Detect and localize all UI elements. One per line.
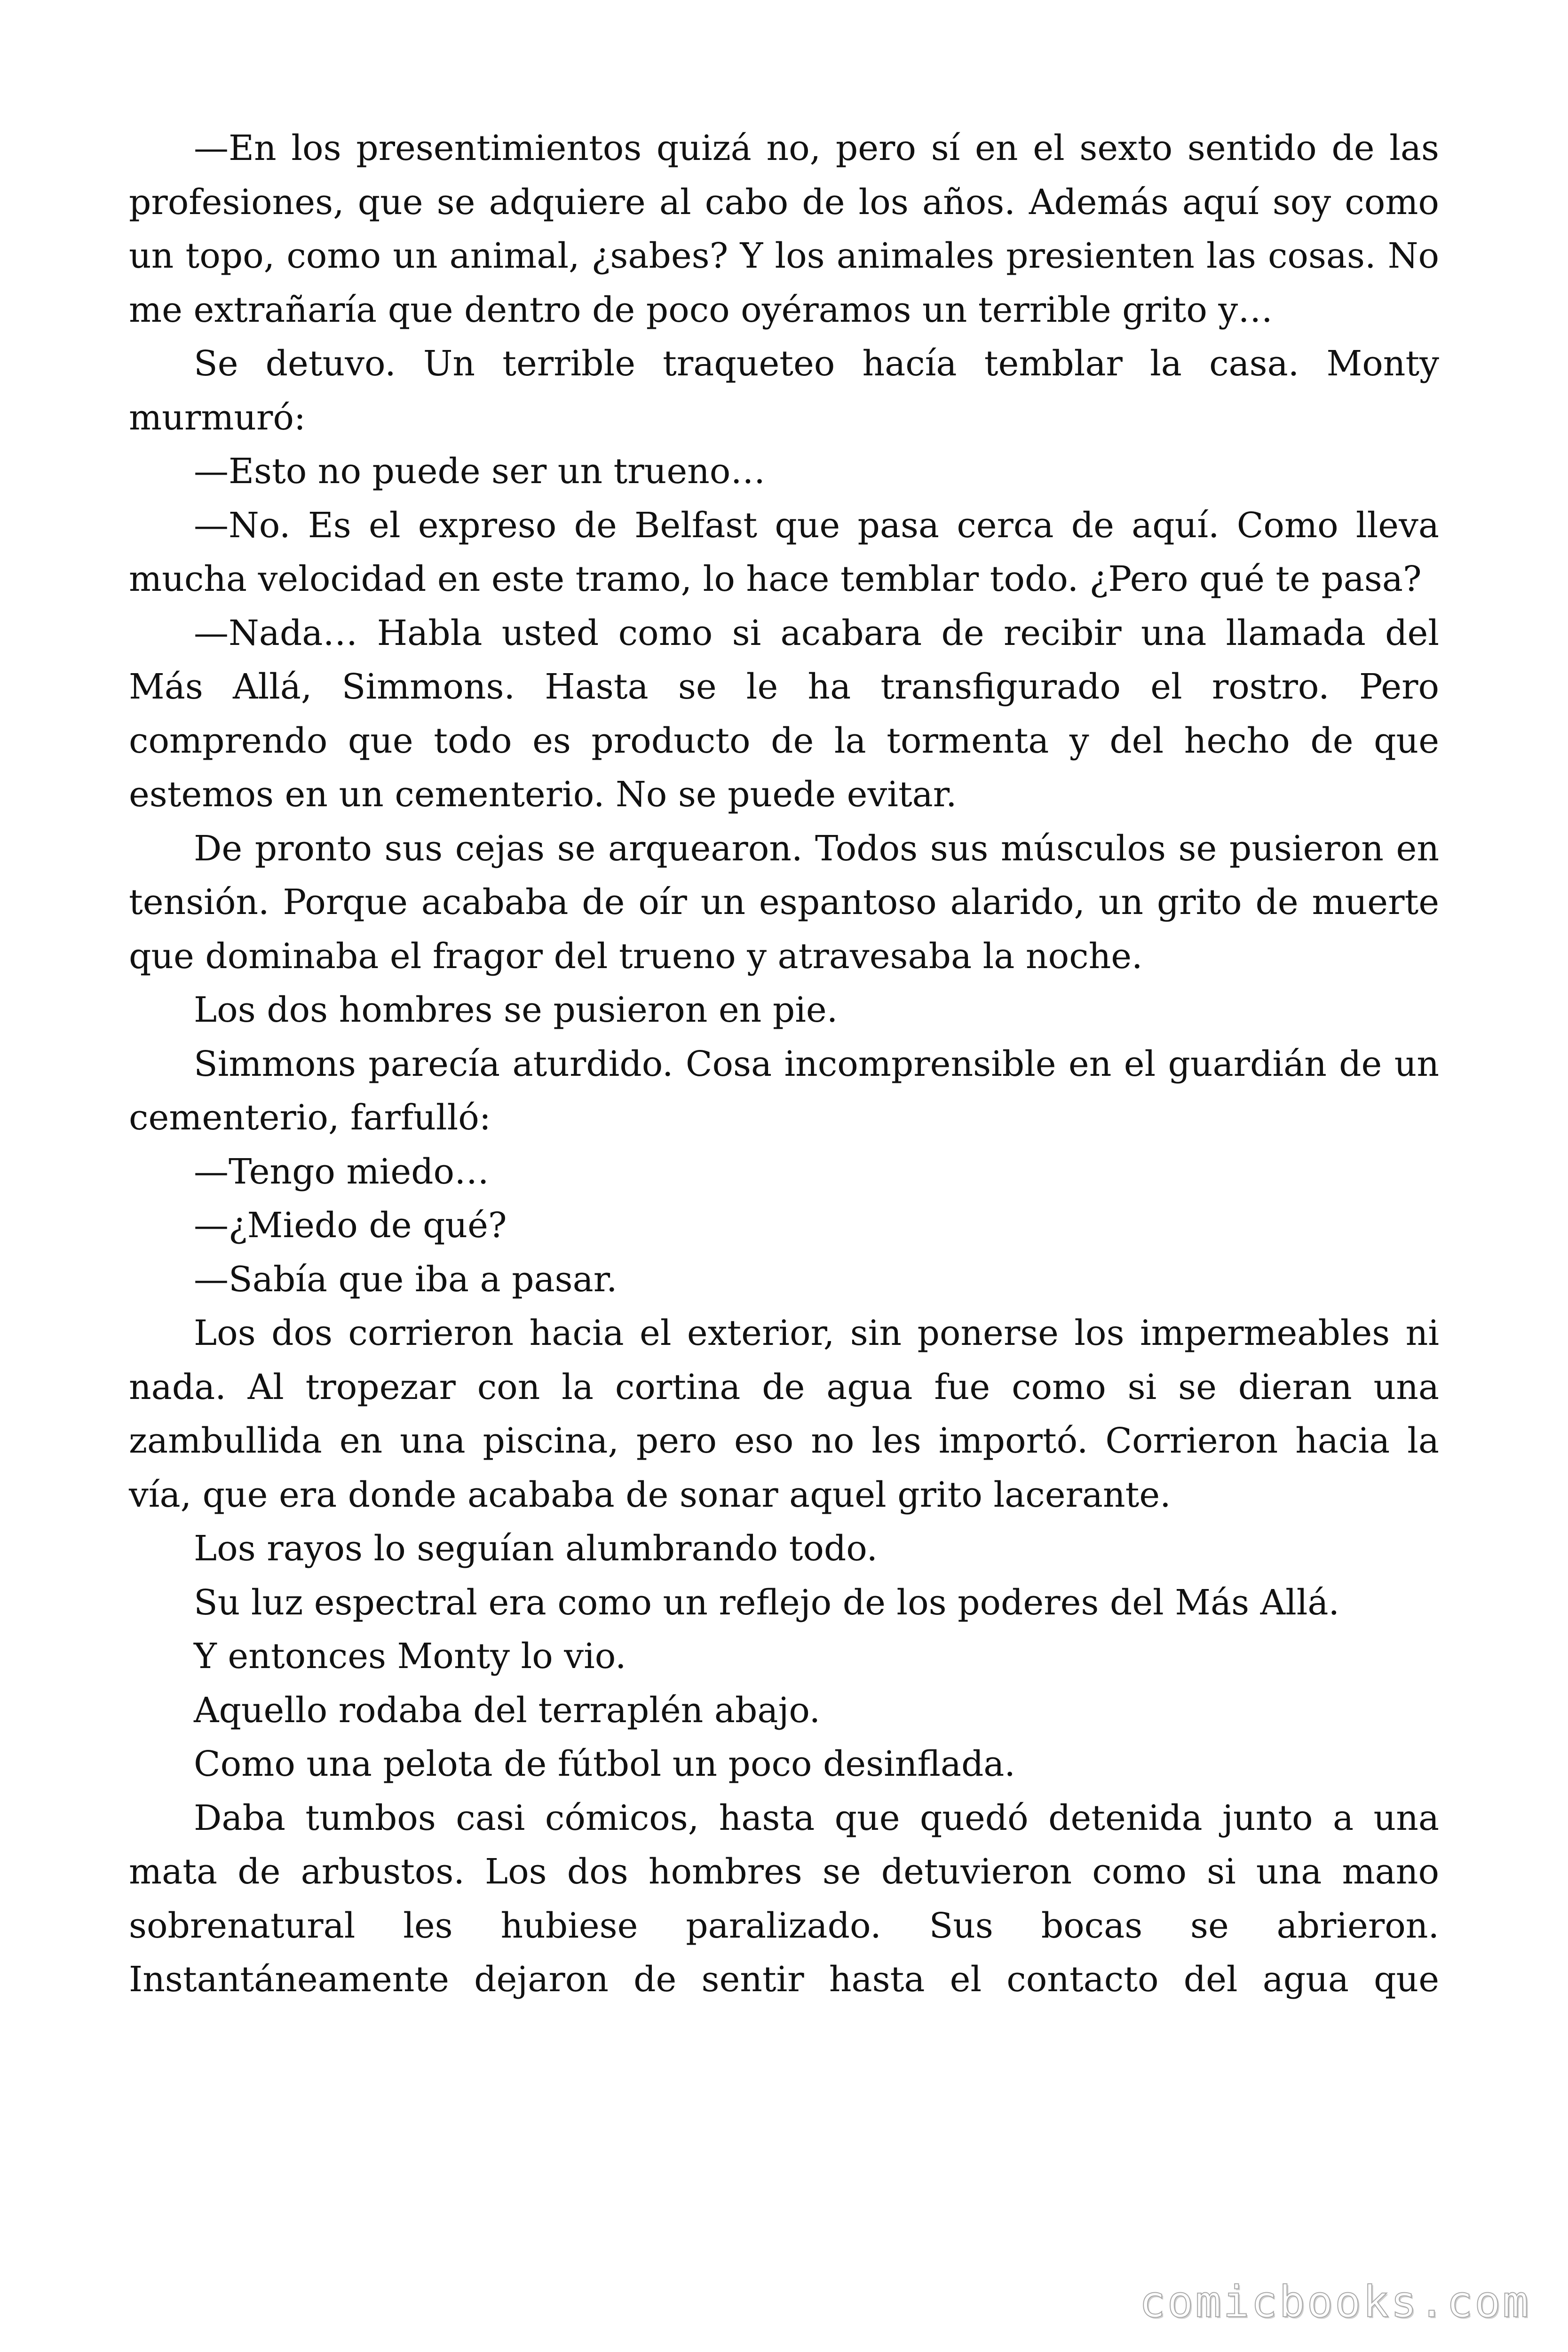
paragraph: —Esto no puede ser un trueno… bbox=[194, 451, 766, 492]
paragraph: Su luz espectral era como un reflejo de los poderes del Más Allá. bbox=[194, 1582, 1340, 1623]
paragraph: Aquello rodaba del terraplén abajo. bbox=[194, 1690, 821, 1731]
paragraph: Y entonces Monty lo vio. bbox=[194, 1636, 626, 1677]
paragraph: Como una pelota de fútbol un poco desinflada. bbox=[194, 1744, 1015, 1784]
paragraph: Los dos hombres se pusieron en pie. bbox=[194, 990, 838, 1030]
paragraph: Los rayos lo seguían alumbrando todo. bbox=[194, 1528, 878, 1569]
body-text bbox=[129, 121, 1439, 2007]
paragraph: —No. Es el expreso de Belfast que pasa cerca de aquí. Como lleva mucha velocidad en este tramo, lo hace temblar todo. ¿Pero qué te pasa? bbox=[129, 505, 1439, 599]
watermark: comicbooks.com bbox=[1139, 2277, 1530, 2327]
paragraph-continued: Daba tumbos casi cómicos, hasta que quedó detenida junto a una mata de arbustos. Los dos hombres se detuvieron como si una mano sobrenatural les hubiese paralizado. Sus bocas se abrieron. Instantáneamente dejaron de sentir hasta el contacto del agua que bbox=[129, 1797, 1439, 2000]
paragraph: Simmons parecía aturdido. Cosa incomprensible en el guardián de un cementerio, farfulló: bbox=[129, 1043, 1439, 1138]
paragraph: —¿Miedo de qué? bbox=[194, 1205, 507, 1246]
paragraph: —Tengo miedo… bbox=[194, 1151, 490, 1192]
paragraph: De pronto sus cejas se arquearon. Todos sus músculos se pusieron en tensión. Porque acababa de oír un espantoso alarido, un grito de muerte que dominaba el fragor del trueno y atravesaba la noche. bbox=[129, 828, 1439, 977]
paragraph: Los dos corrieron hacia el exterior, sin ponerse los impermeables ni nada. Al tropezar con la cortina de agua fue como si se dieran una zambullida en una piscina, pero eso no les importó. Corrieron hacia la vía, que era donde acababa de sonar aquel grito lacerante. bbox=[129, 1313, 1439, 1515]
paragraph: —En los presentimientos quizá no, pero sí en el sexto sentido de las profesiones, que se adquiere al cabo de los años. Además aquí soy como un topo, como un animal, ¿sabes? Y los animales presienten las cosas. No me extrañaría que dentro de poco oyéramos un terrible grito y… bbox=[129, 128, 1439, 330]
paragraph: —Nada… Habla usted como si acabara de recibir una llamada del Más Allá, Simmons. Hasta se le ha transfigurado el rostro. Pero comprendo que todo es producto de la tormenta y del hecho de que estemos en un cementerio. No se puede evitar. bbox=[129, 612, 1439, 815]
paragraph: —Sabía que iba a pasar. bbox=[194, 1259, 618, 1300]
paragraph: Se detuvo. Un terrible traqueteo hacía temblar la casa. Monty murmuró: bbox=[129, 343, 1439, 438]
